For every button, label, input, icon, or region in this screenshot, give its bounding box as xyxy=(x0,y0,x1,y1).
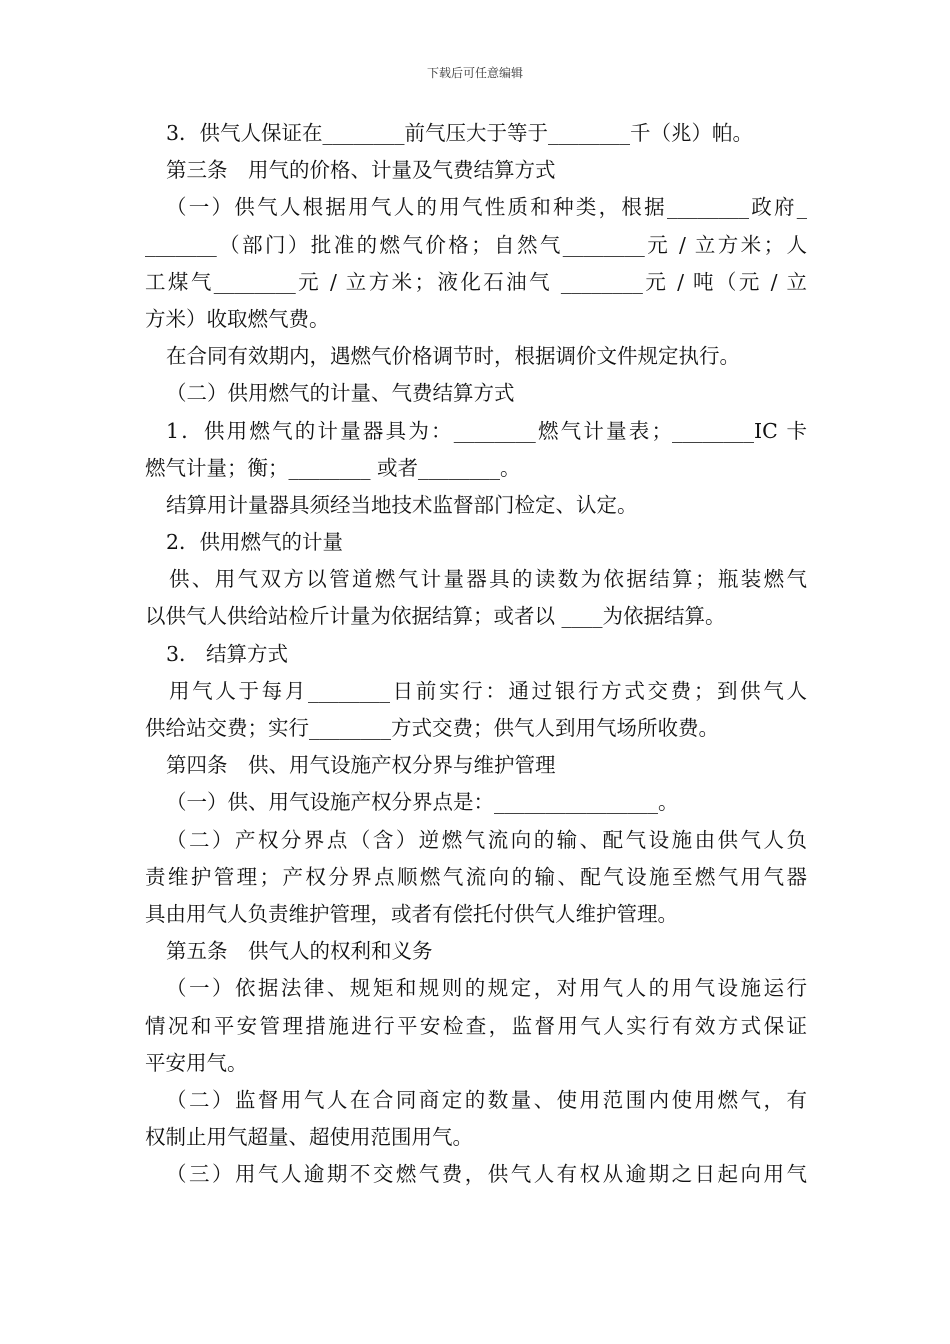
article-4-item-2-line-1: （二）产权分界点（含）逆燃气流向的输、配气设施由供气人负 xyxy=(166,827,807,852)
clause-3-pressure: 3．供气人保证在________前气压大于等于________千（兆）帕。 xyxy=(166,121,754,145)
article-4-heading: 第四条 供、用气设施产权分界与维护管理 xyxy=(166,753,556,778)
article-5-item-2-line-2: 权制止用气超量、超使用范围用气。 xyxy=(145,1125,473,1150)
settlement-method-line-2: 供给站交费；实行________方式交费；供气人到用气场所收费。 xyxy=(145,716,719,740)
article-3-heading: 第三条 用气的价格、计量及气费结算方式 xyxy=(166,158,556,183)
article-5-item-3-line-1: （三）用气人逾期不交燃气费，供气人有权从逾期之日起向用气 xyxy=(166,1162,807,1187)
metering-basis-line-1: 供、用气双方以管道燃气计量器具的读数为依据结算；瓶装燃气 xyxy=(169,567,807,592)
article-5-item-1-line-3: 平安用气。 xyxy=(145,1050,248,1075)
article-3-item-2-heading: （二）供用燃气的计量、气费结算方式 xyxy=(166,381,515,406)
article-3-item-1-line-4: 方米）收取燃气费。 xyxy=(145,306,330,331)
article-5-heading: 第五条 供气人的权利和义务 xyxy=(166,939,433,964)
settlement-method-line-1: 用气人于每月________日前实行：通过银行方式交费；到供气人 xyxy=(169,678,807,703)
article-3-item-1-line-2: _______（部门）批准的燃气价格；自然气________元 / 立方米；人 xyxy=(145,232,807,257)
article-3-item-1-line-1: （一）供气人根据用气人的用气性质和种类，根据________政府_ xyxy=(166,195,807,220)
article-5-item-1-line-2: 情况和平安管理措施进行平安检查，监督用气人实行有效方式保证 xyxy=(145,1013,807,1038)
document-body xyxy=(145,115,807,1193)
metering-basis-line-2: 以供气人供给站检斤计量为依据结算；或者以 ____为依据结算。 xyxy=(145,604,726,629)
metering-devices-line-2: 燃气计量；衡；________ 或者________。 xyxy=(145,455,521,480)
article-5-item-1-line-1: （一）依据法律、规矩和规则的规定，对用气人的用气设施运行 xyxy=(166,976,807,1001)
clause-2-heading: 2．供用燃气的计量 xyxy=(166,530,344,555)
article-4-item-2-line-2: 责维护管理；产权分界点顺燃气流向的输、配气设施至燃气用气器 xyxy=(145,864,807,889)
page-header: 下载后可任意编辑 xyxy=(426,66,523,80)
article-5-item-2-line-1: （二）监督用气人在合同商定的数量、使用范围内使用燃气，有 xyxy=(166,1087,807,1112)
clause-3-heading: 3． 结算方式 xyxy=(166,641,289,666)
metering-devices-line-1: 1．供用燃气的计量器具为：________燃气计量表；________IC 卡 xyxy=(166,418,807,443)
article-3-item-1-line-3: 工煤气________元 / 立方米；液化石油气 ________元 / 吨（元 / 立 xyxy=(145,269,807,294)
article-4-item-2-line-3: 具由用气人负责维护管理，或者有偿托付供气人维护管理。 xyxy=(145,901,678,926)
article-4-item-1: （一）供、用气设施产权分界点是：________________。 xyxy=(166,790,679,815)
metering-verification: 结算用计量器具须经当地技术监督部门检定、认定。 xyxy=(166,492,638,517)
price-adjustment-paragraph: 在合同有效期内，遇燃气价格调节时，根据调价文件规定执行。 xyxy=(166,344,740,369)
